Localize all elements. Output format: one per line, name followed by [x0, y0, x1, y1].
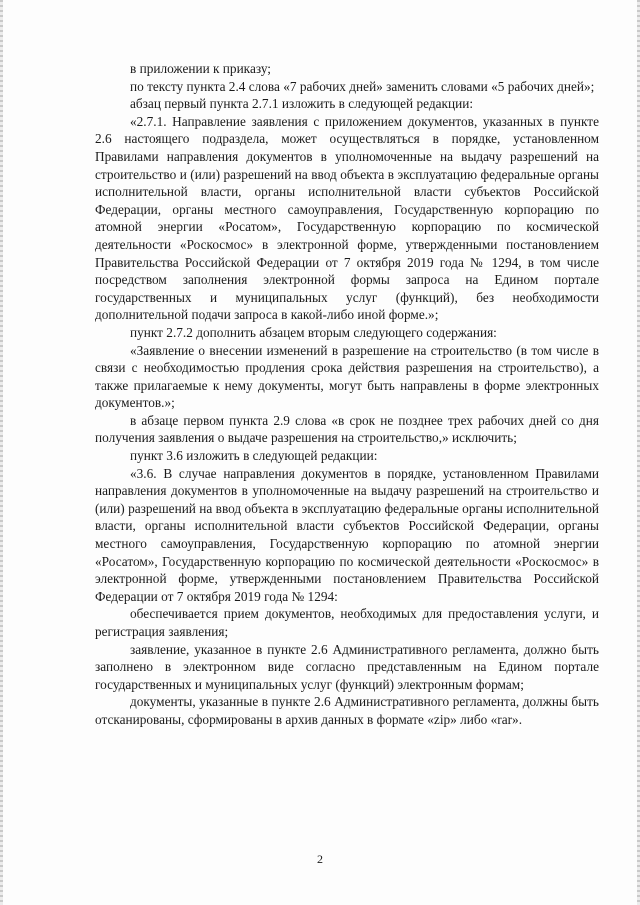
paragraph: заявление, указанное в пункте 2.6 Административного регламента, должно быть заполнено в электронном виде согласно представленным на Едином портале государственных и муниципальных услуг (функций) электронным формам;: [95, 641, 599, 692]
paragraph: «3.6. В случае направления документов в порядке, установленном Правилами направления документов в уполномоченные на выдачу разрешений на строительство и (или) разрешений на ввод объекта в эксплуатацию федеральные органы исполнительной власти, органы исполнительной власти субъектов Российской Федерации, органы местного самоуправления, Государственную корпорацию по атомной энергии «Росатом», Государственную корпорацию по космической деятельности «Роскосмос» в электронной форме, утвержденными постановлением Правительства Российской Федерации от 7 октября 2019 года № 1294:: [95, 465, 599, 604]
paragraph: в приложении к приказу;: [130, 61, 271, 76]
paragraph: по тексту пункта 2.4 слова «7 рабочих дней» заменить словами «5 рабочих дней»;: [130, 78, 595, 94]
paragraph: «2.7.1. Направление заявления с приложением документов, указанных в пункте 2.6 настоящего подраздела, может осуществляться в порядке, установленном Правилами направления документов в уполномоченные на выдачу разрешений на строительство и (или) разрешений на ввод объекта в эксплуатацию федеральные органы исполнительной власти, органы исполнительной власти субъектов Российской Федерации, органы местного самоуправления, Государственную корпорацию по атомной энергии «Росатом», Государственную корпорацию по космической деятельности «Роскосмос» в электронной форме, утвержденными постановлением Правительства Российской Федерации от 7 октября 2019 года № 1294, в том числе посредством заполнения электронной формы запроса на Едином портале государственных и муниципальных услуг (функций), без необходимости дополнительной подачи запроса в какой-либо иной форме.»;: [95, 113, 599, 323]
document-body: [95, 60, 599, 729]
paragraph: в абзаце первом пункта 2.9 слова «в срок не позднее трех рабочих дней со дня получения заявления о выдаче разрешения на строительство,» исключить;: [95, 412, 599, 446]
page-number: 2: [317, 852, 323, 866]
paragraph: пункт 2.7.2 дополнить абзацем вторым следующего содержания:: [130, 324, 497, 340]
paragraph: документы, указанные в пункте 2.6 Административного регламента, должны быть отсканированы, сформированы в архив данных в формате «zip» либо «rar».: [95, 694, 599, 727]
paragraph: «Заявление о внесении изменений в разрешение на строительство (в том числе в связи с необходимостью продления срока действия разрешения на строительство), а также прилагаемые к нему документы, могут быть направлены в форме электронных документов.»;: [95, 342, 599, 411]
paragraph: обеспечивается прием документов, необходимых для предоставления услуги, и регистрация заявления;: [95, 606, 599, 639]
scan-edge-left: [0, 0, 3, 905]
paragraph: пункт 3.6 изложить в следующей редакции:: [130, 448, 378, 464]
paragraph: абзац первый пункта 2.7.1 изложить в следующей редакции:: [130, 96, 474, 112]
